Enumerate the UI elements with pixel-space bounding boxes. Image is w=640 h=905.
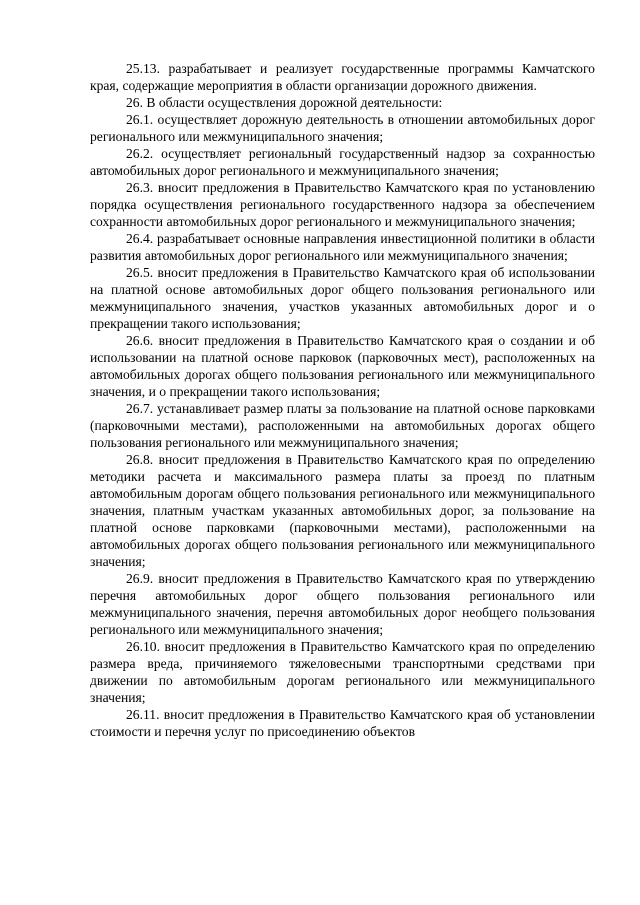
item-number: 26.1. — [126, 112, 154, 127]
item-number: 26.6. — [126, 333, 154, 348]
paragraph-text: осуществляет региональный государственный надзор за сохранностью автомобильных дорог регионального и межмуниципального значения; — [90, 146, 595, 178]
item-number: 26.5. — [126, 265, 154, 280]
paragraph-25-13 — [90, 60, 595, 94]
paragraph-26-2 — [90, 145, 595, 179]
paragraph-26-11 — [90, 706, 595, 740]
paragraph-26 — [90, 94, 595, 111]
paragraph-text: вносит предложения в Правительство Камчатского края по определению методики расчета и максимального размера платы за проезд по платным автомобильным дорогам общего пользования регионального или межмуниципального значения, платным участкам указанных автомобильных дорог, за пользование на платной основе парковками (парковочными местами), расположенными на автомобильных дорогах общего пользования регионального или межмуниципального значения; — [90, 452, 595, 569]
item-number: 26.3. — [126, 180, 154, 195]
item-number: 26.9. — [126, 571, 154, 586]
paragraph-text: осуществляет дорожную деятельность в отношении автомобильных дорог регионального или межмуниципального значения; — [90, 112, 595, 144]
paragraph-text: вносит предложения в Правительство Камчатского края по установлению порядка осуществления регионального государственного надзора за обеспечением сохранности автомобильных дорог регионального и межмуниципального значения; — [90, 180, 595, 229]
paragraph-text: вносит предложения в Правительство Камчатского края об установлении стоимости и перечня услуг по присоединению объектов — [90, 707, 595, 739]
paragraph-26-6 — [90, 332, 595, 400]
paragraph-text: вносит предложения в Правительство Камчатского края о создании и об использовании на платной основе парковок (парковочных мест), расположенных на автомобильных дорогах общего пользования регионального или межмуниципального значения, и о прекращении такого использования; — [90, 333, 595, 399]
item-number: 26.10. — [126, 639, 160, 654]
item-number: 26.11. — [126, 707, 160, 722]
paragraph-26-5 — [90, 264, 595, 332]
paragraph-26-10 — [90, 638, 595, 706]
item-number: 26. — [126, 95, 143, 110]
document-page — [90, 60, 595, 740]
item-number: 26.7. — [126, 401, 154, 416]
paragraph-26-9 — [90, 570, 595, 638]
paragraph-26-4 — [90, 230, 595, 264]
paragraph-26-7 — [90, 400, 595, 451]
item-number: 26.2. — [126, 146, 154, 161]
paragraph-text: вносит предложения в Правительство Камчатского края об использовании на платной основе автомобильных дорог общего пользования регионального или межмуниципального значения, участков указанных автомобильных дорог и о прекращении такого использования; — [90, 265, 595, 331]
paragraph-text: вносит предложения в Правительство Камчатского края по утверждению перечня автомобильных дорог общего пользования регионального или межмуниципального значения, перечня автомобильных дорог необщего пользования регионального или межмуниципального значения; — [90, 571, 596, 637]
paragraph-text: вносит предложения в Правительство Камчатского края по определению размера вреда, причиняемого тяжеловесными транспортными средствами при движении по автомобильным дорогам регионального или межмуниципального значения; — [90, 639, 595, 705]
item-number: 26.8. — [126, 452, 154, 467]
item-number: 26.4. — [126, 231, 154, 246]
paragraph-26-1 — [90, 111, 595, 145]
paragraph-26-3 — [90, 179, 595, 230]
paragraph-26-8 — [90, 451, 595, 570]
paragraph-text: разрабатывает и реализует государственные программы Камчатского края, содержащие мероприятия в области организации дорожного движения. — [90, 61, 595, 93]
paragraph-text: В области осуществления дорожной деятельности: — [146, 95, 443, 110]
item-number: 25.13. — [126, 61, 160, 76]
paragraph-text: разрабатывает основные направления инвестиционной политики в области развития автомобильных дорог регионального или межмуниципального значения; — [90, 231, 595, 263]
paragraph-text: устанавливает размер платы за пользование на платной основе парковками (парковочными местами), расположенными на автомобильных дорогах общего пользования регионального или межмуниципального значения; — [90, 401, 595, 450]
